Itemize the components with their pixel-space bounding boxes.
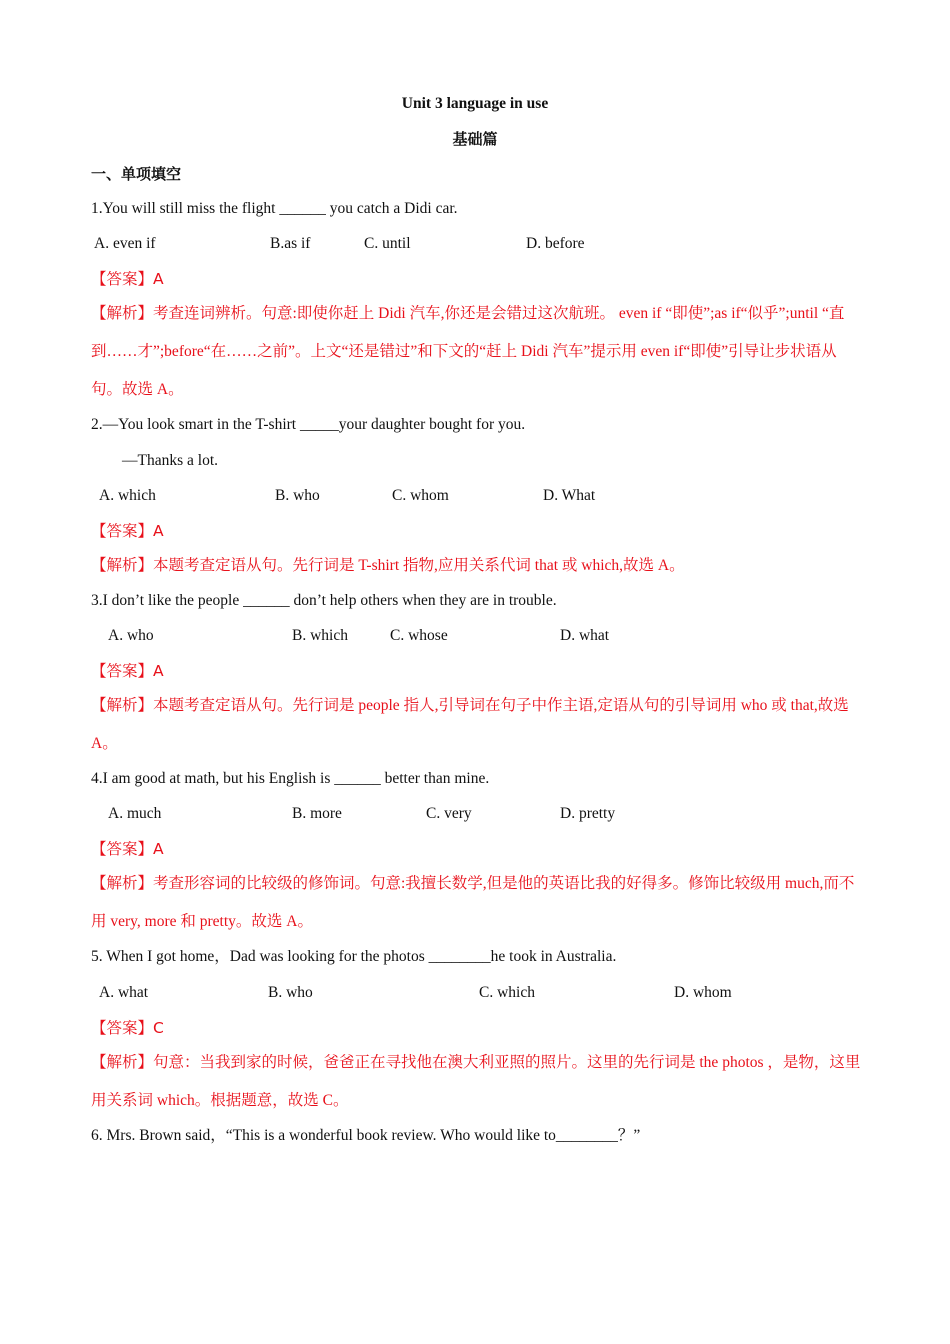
question-6-stem: 6. Mrs. Brown said，“This is a wonderful book review. Who would like to________？” [91,1127,641,1144]
question-5-option-b: B. who [268,984,313,1001]
question-4-option-a: A. much [108,805,162,822]
question-2-analysis: 【解析】本题考查定语从句。先行词是 T-shirt 指物,应用关系代词 that 或 which,故选 A。 [91,557,685,574]
question-1-stem: 1.You will still miss the flight ______ you catch a Didi car. [91,200,458,217]
page-subtitle: 基础篇 [452,130,498,148]
question-4-stem: 4.I am good at math, but his English is ______ better than mine. [91,770,490,787]
question-1-answer: 【答案】A [91,270,164,288]
question-1-option-d: D. before [526,235,585,252]
question-4-option-c: C. very [426,805,472,822]
question-2-answer: 【答案】A [91,522,164,540]
question-4-answer: 【答案】A [91,840,164,858]
section-heading: 一、单项填空 [91,165,182,183]
question-5-option-d: D. whom [674,984,732,1001]
question-3-analysis: 【解析】本题考查定语从句。先行词是 people 指人,引导词在句子中作主语,定语从句的引导词用 who 或 that,故选 A。 [91,697,849,752]
question-2-option-b: B. who [275,487,320,504]
question-3-option-a: A. who [108,627,154,644]
question-5-option-a: A. what [99,984,149,1001]
question-5-analysis: 【解析】句意：当我到家的时候，爸爸正在寻找他在澳大利亚照的照片。这里的先行词是 the photos ，是物，这里用关系词 which。根据题意，故选 C。 [91,1054,861,1109]
question-1-option-a: A. even if [94,235,156,252]
question-1-analysis: 【解析】考查连词辨析。句意:即使你赶上 Didi 汽车,你还是会错过这次航班。 even if “即使”;as if“似乎”;until “直到……才”;before“在……之前”。上文“还是错过”和下文的“赶上 Didi 汽车”提示用 even if“即使”引导让步状语从句。故选 A。 [91,305,845,398]
question-3-stem: 3.I don’t like the people ______ don’t help others when they are in trouble. [91,592,557,609]
question-2-stem: 2.—You look smart in the T-shirt _____your daughter bought for you. [91,416,526,433]
question-1-option-c: C. until [364,235,411,252]
question-5-option-c: C. which [479,984,535,1001]
question-3-option-b: B. which [292,627,348,644]
question-2-option-c: C. whom [392,487,449,504]
question-3-option-c: C. whose [390,627,448,644]
question-2-reply: —Thanks a lot. [122,452,218,469]
question-3-option-d: D. what [560,627,610,644]
question-5-answer: 【答案】C [91,1019,164,1037]
question-1-option-b: B.as if [270,235,311,252]
question-4-option-d: D. pretty [560,805,616,822]
question-4-option-b: B. more [292,805,342,822]
question-2-option-a: A. which [99,487,156,504]
question-4-analysis: 【解析】考查形容词的比较级的修饰词。句意:我擅长数学,但是他的英语比我的好得多。修饰比较级用 much,而不用 very, more 和 pretty。故选 A。 [91,875,855,930]
question-2-option-d: D. What [543,487,596,504]
question-5-stem: 5. When I got home，Dad was looking for the photos ________he took in Australia. [91,948,617,965]
question-3-answer: 【答案】A [91,662,164,680]
page-title: Unit 3 language in use [401,95,549,112]
